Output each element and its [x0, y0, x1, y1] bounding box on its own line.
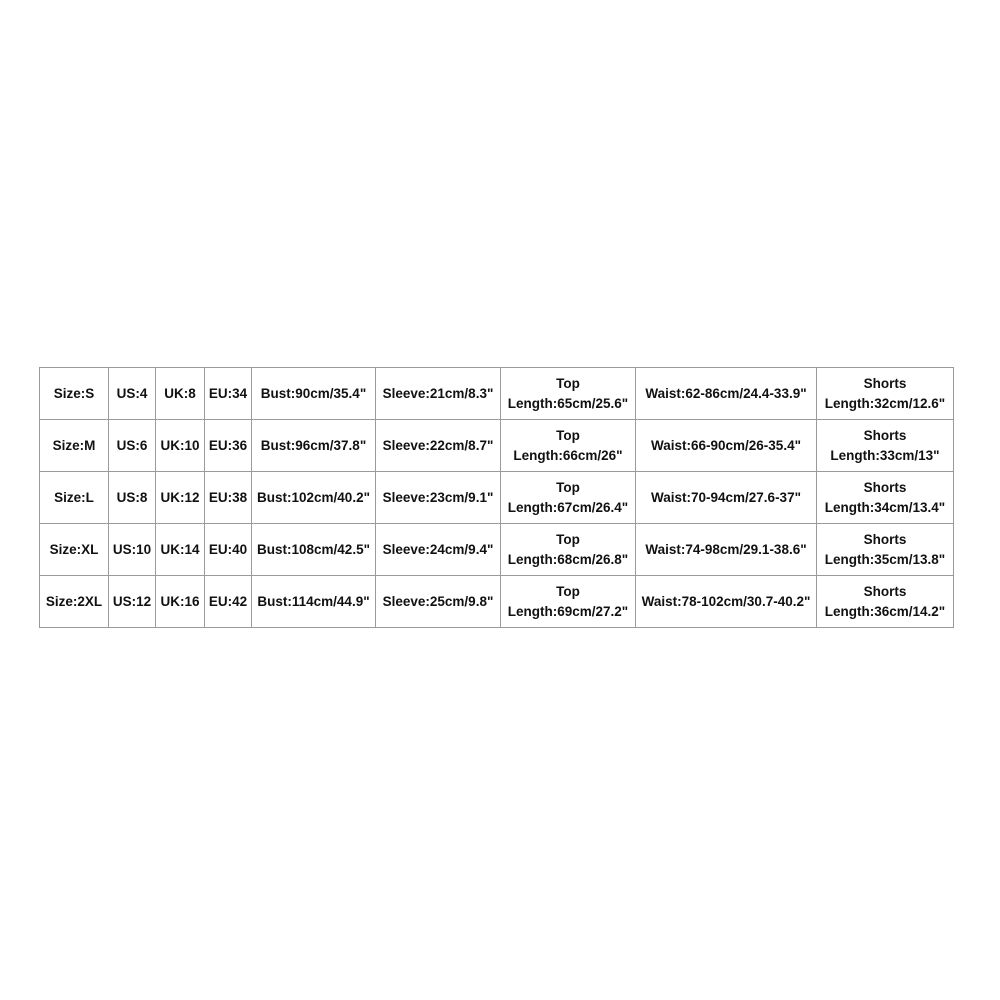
uk-size-cell: UK:16 [156, 576, 205, 628]
us-size-cell: US:12 [109, 576, 156, 628]
top-length-value: Length:68cm/26.8" [507, 551, 629, 567]
top-length-cell [501, 368, 636, 420]
top-length-cell [501, 576, 636, 628]
shorts-length-label: Shorts [863, 583, 907, 599]
size-chart-table [39, 367, 954, 628]
shorts-length-value: Length:32cm/12.6" [824, 395, 946, 411]
table-row [40, 368, 954, 420]
us-size-cell: US:8 [109, 472, 156, 524]
bust-cell: Bust:90cm/35.4" [252, 368, 376, 420]
top-length-label: Top [556, 427, 580, 443]
waist-cell: Waist:66-90cm/26-35.4" [636, 420, 817, 472]
shorts-length-label: Shorts [863, 531, 907, 547]
shorts-length-cell [817, 420, 954, 472]
size-cell: Size:XL [40, 524, 109, 576]
sleeve-cell: Sleeve:21cm/8.3" [376, 368, 501, 420]
top-length-label: Top [556, 531, 580, 547]
bust-cell: Bust:102cm/40.2" [252, 472, 376, 524]
sleeve-cell: Sleeve:22cm/8.7" [376, 420, 501, 472]
size-cell: Size:M [40, 420, 109, 472]
top-length-cell [501, 524, 636, 576]
bust-cell: Bust:96cm/37.8" [252, 420, 376, 472]
top-length-value: Length:69cm/27.2" [507, 603, 629, 619]
sleeve-cell: Sleeve:23cm/9.1" [376, 472, 501, 524]
table-row [40, 420, 954, 472]
eu-size-cell: EU:38 [205, 472, 252, 524]
shorts-length-label: Shorts [863, 375, 907, 391]
size-cell: Size:S [40, 368, 109, 420]
uk-size-cell: UK:14 [156, 524, 205, 576]
us-size-cell: US:10 [109, 524, 156, 576]
shorts-length-cell [817, 524, 954, 576]
table-row [40, 576, 954, 628]
uk-size-cell: UK:12 [156, 472, 205, 524]
eu-size-cell: EU:34 [205, 368, 252, 420]
table-row [40, 524, 954, 576]
eu-size-cell: EU:36 [205, 420, 252, 472]
top-length-value: Length:67cm/26.4" [507, 499, 629, 515]
eu-size-cell: EU:40 [205, 524, 252, 576]
shorts-length-cell [817, 576, 954, 628]
top-length-label: Top [556, 375, 580, 391]
size-cell: Size:L [40, 472, 109, 524]
shorts-length-value: Length:35cm/13.8" [824, 551, 946, 567]
top-length-cell [501, 472, 636, 524]
us-size-cell: US:6 [109, 420, 156, 472]
waist-cell: Waist:78-102cm/30.7-40.2" [636, 576, 817, 628]
top-length-cell [501, 420, 636, 472]
us-size-cell: US:4 [109, 368, 156, 420]
waist-cell: Waist:74-98cm/29.1-38.6" [636, 524, 817, 576]
uk-size-cell: UK:10 [156, 420, 205, 472]
shorts-length-cell [817, 368, 954, 420]
top-length-label: Top [556, 583, 580, 599]
shorts-length-label: Shorts [863, 479, 907, 495]
size-cell: Size:2XL [40, 576, 109, 628]
shorts-length-value: Length:36cm/14.2" [824, 603, 946, 619]
top-length-value: Length:65cm/25.6" [507, 395, 629, 411]
shorts-length-value: Length:33cm/13" [830, 447, 940, 463]
sleeve-cell: Sleeve:25cm/9.8" [376, 576, 501, 628]
bust-cell: Bust:114cm/44.9" [252, 576, 376, 628]
shorts-length-cell [817, 472, 954, 524]
eu-size-cell: EU:42 [205, 576, 252, 628]
table-row [40, 472, 954, 524]
shorts-length-label: Shorts [863, 427, 907, 443]
waist-cell: Waist:70-94cm/27.6-37" [636, 472, 817, 524]
top-length-value: Length:66cm/26" [513, 447, 623, 463]
waist-cell: Waist:62-86cm/24.4-33.9" [636, 368, 817, 420]
bust-cell: Bust:108cm/42.5" [252, 524, 376, 576]
sleeve-cell: Sleeve:24cm/9.4" [376, 524, 501, 576]
top-length-label: Top [556, 479, 580, 495]
shorts-length-value: Length:34cm/13.4" [824, 499, 946, 515]
uk-size-cell: UK:8 [156, 368, 205, 420]
